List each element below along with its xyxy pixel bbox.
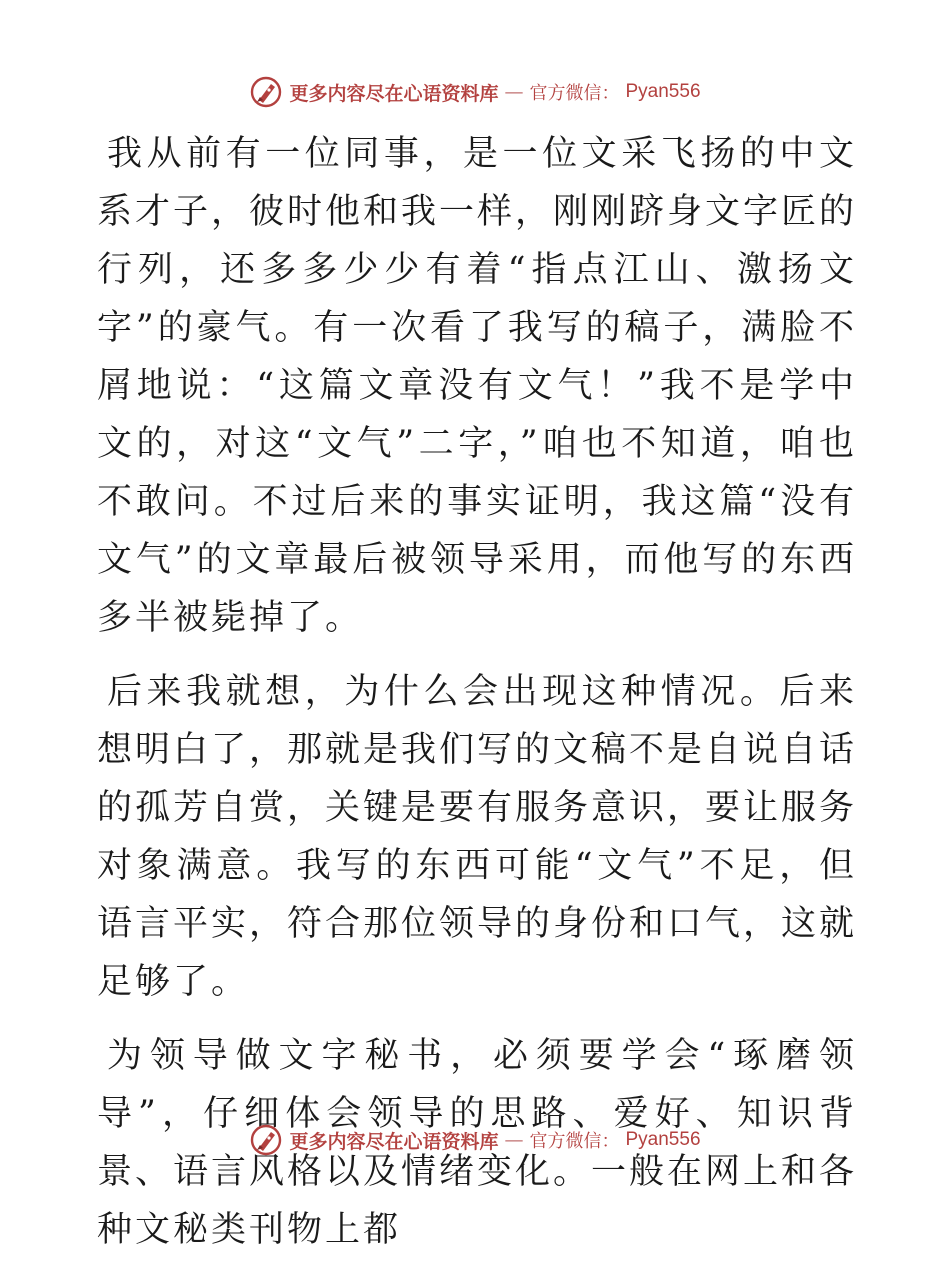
header-wechat-label: 官方微信： [529,83,620,104]
header-dash: — [504,81,524,103]
paragraph-2: 后来我就想，为什么会出现这种情况。后来想明白了，那就是我们写的文稿不是自说自话的孤芳自赏，关键是要有服务意识，要让服务对象满意。我写的东西可能“文气”不足，但语言平实，符合那位领导的身份和口气，这就足够了。 [97,672,858,1002]
document-body [97,125,857,1275]
pen-nib-logo-icon [249,75,283,109]
footer-wechat-id: Pyan556 [625,1129,701,1150]
footer-site-name: 更多内容尽在心语资料库 [289,1130,499,1153]
footer-dash: — [504,1129,524,1151]
footer-wechat-label: 官方微信： [529,1131,620,1152]
header-site-name: 更多内容尽在心语资料库 [289,82,499,105]
header-wechat-id: Pyan556 [625,81,701,102]
pen-nib-logo-icon [249,1123,283,1157]
paragraph-1: 我从前有一位同事，是一位文采飞扬的中文系才子，彼时他和我一样，刚刚跻身文字匠的行列，还多多少少有着“指点江山、激扬文字”的豪气。有一次看了我写的稿子，满脸不屑地说：“这篇文章没有文气！”我不是学中文的，对这“文气”二字，”咱也不知道，咱也不敢问。不过后来的事实证明，我这篇“没有文气”的文章最后被领导采用，而他写的东西多半被毙掉了。 [97,134,858,638]
footer-banner [0,1120,950,1160]
header-banner [0,72,950,112]
paragraph-3: 为领导做文字秘书，必须要学会“琢磨领导”，仔细体会领导的思路、爱好、知识背景、语言风格以及情绪变化。一般在网上和各种文秘类刊物上都 [97,1036,858,1250]
